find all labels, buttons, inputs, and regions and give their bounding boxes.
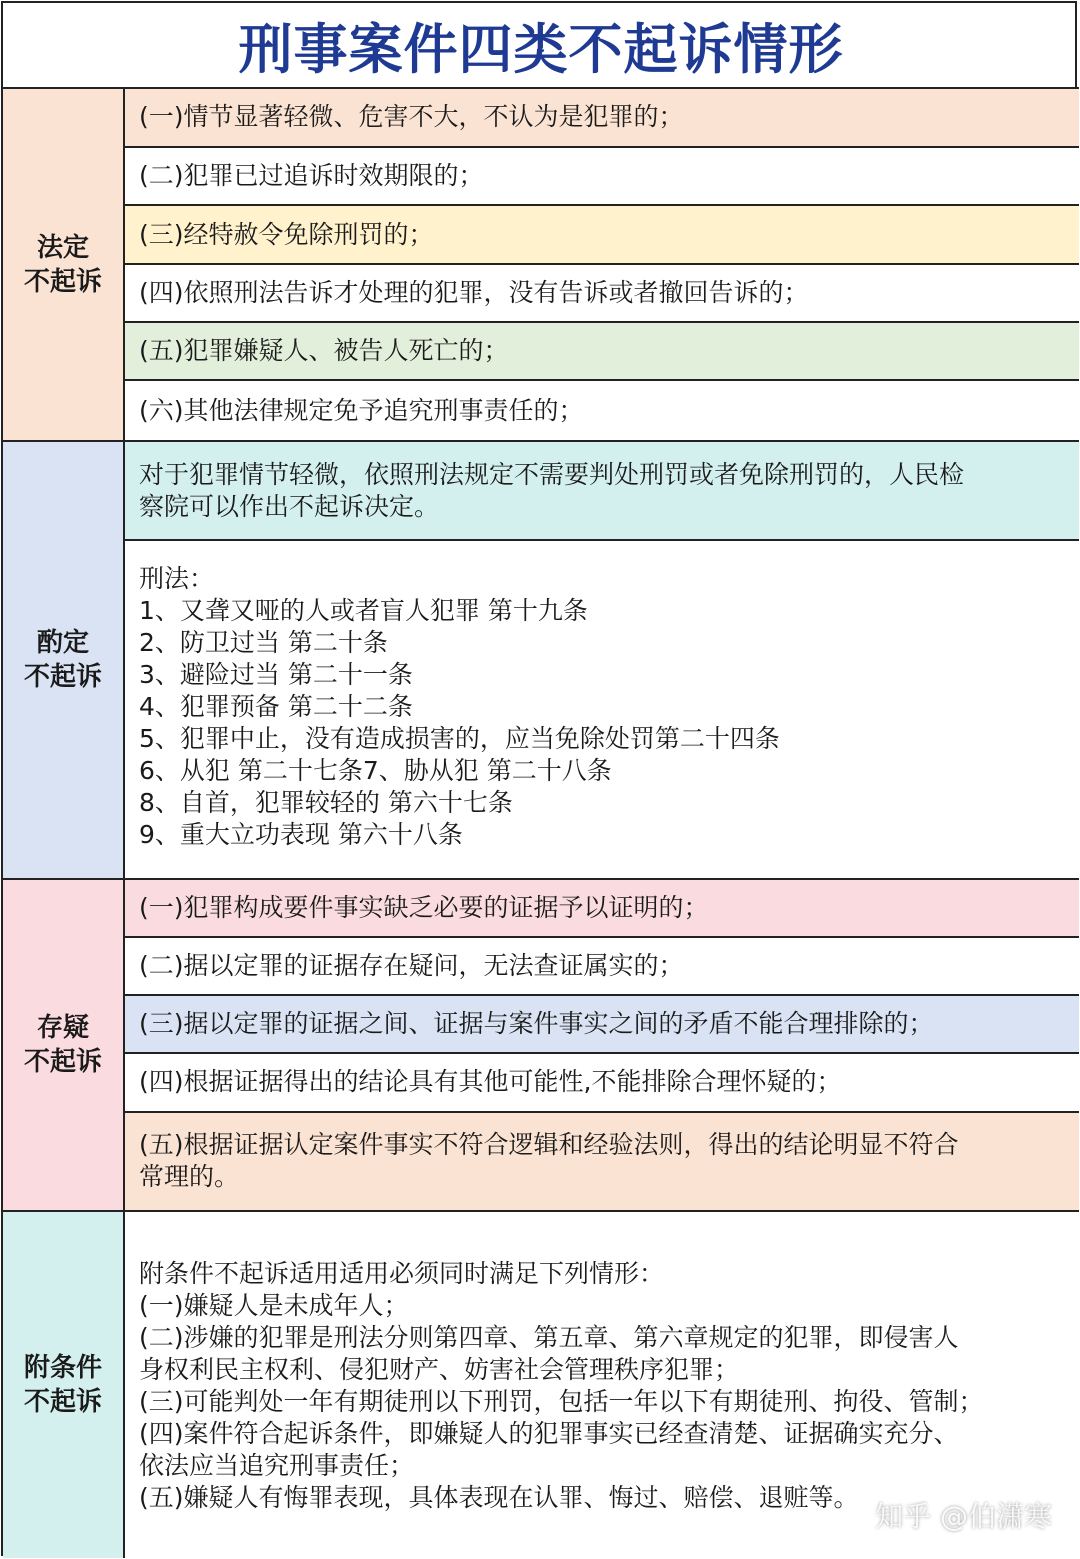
text-line: (三)据以定罪的证据之间、证据与案件事实之间的矛盾不能合理排除的； <box>139 1009 934 1039</box>
text-line: (二)涉嫌的犯罪是刑法分则第四章、第五章、第六章规定的犯罪，即侵害人 <box>139 1323 959 1352</box>
section-rows <box>125 89 1079 440</box>
list-item <box>125 996 1079 1054</box>
text-line: 4、犯罪预备 第二十二条 <box>139 691 413 721</box>
text-line: (五)犯罪嫌疑人、被告人死亡的； <box>139 336 509 366</box>
section-label <box>3 1212 125 1558</box>
text-line: (四)根据证据得出的结论具有其他可能性,不能排除合理怀疑的； <box>139 1067 842 1097</box>
label-line: 存疑 <box>36 1013 89 1043</box>
section-doubtful <box>3 880 1079 1212</box>
text-line: (三)经特赦令免除刑罚的； <box>139 219 434 249</box>
text-line: (五)嫌疑人有悔罪表现，具体表现在认罪、悔过、赔偿、退赃等。 <box>139 1483 859 1512</box>
text-line: 1、又聋又哑的人或者盲人犯罪 第十九条 <box>139 595 588 625</box>
list-item <box>125 148 1079 207</box>
text-line: 6、从犯 第二十七条7、胁从犯 第二十八条 <box>139 755 612 785</box>
list-item <box>125 938 1079 997</box>
list-item <box>125 381 1079 440</box>
text-line: (四)依照刑法告诉才处理的犯罪，没有告诉或者撤回告诉的； <box>139 277 809 307</box>
section-statutory <box>3 89 1079 442</box>
section-discretionary <box>3 442 1079 880</box>
text-line: 刑法： <box>139 563 215 593</box>
label-line: 不起诉 <box>23 1387 102 1417</box>
text-line: (二)据以定罪的证据存在疑问，无法查证属实的； <box>139 950 684 980</box>
text-line: 2、防卫过当 第二十条 <box>139 627 388 657</box>
text-line: 身权利民主权利、侵犯财产、妨害社会管理秩序犯罪； <box>139 1355 740 1384</box>
label-line: 不起诉 <box>23 662 102 692</box>
text-line: 9、重大立功表现 第六十八条 <box>139 819 463 849</box>
text-line: 察院可以作出不起诉决定。 <box>139 492 440 521</box>
text-line: (六)其他法律规定免予追究刑事责任的； <box>139 395 584 425</box>
text-line: 附条件不起诉适用适用必须同时满足下列情形： <box>139 1259 665 1288</box>
text-line: 3、避险过当 第二十一条 <box>139 659 413 689</box>
label-line: 法定 <box>36 232 89 263</box>
text-line: 对于犯罪情节轻微，依照刑法规定不需要判处刑罚或者免除刑罚的，人民检 <box>139 460 965 489</box>
page-title: 刑事案件四类不起诉情形 <box>3 3 1079 89</box>
section-rows <box>125 880 1079 1210</box>
label-line: 附条件 <box>23 1353 102 1383</box>
text-line: 5、犯罪中止，没有造成损害的，应当免除处罚第二十四条 <box>139 723 780 753</box>
section-label <box>3 880 125 1210</box>
criminal-law-articles <box>125 541 1079 878</box>
list-item <box>125 1113 1079 1210</box>
list-item <box>125 323 1079 382</box>
document-frame <box>1 1 1077 1556</box>
text-line: (一)犯罪构成要件事实缺乏必要的证据予以证明的； <box>139 892 709 922</box>
section-label <box>3 442 125 878</box>
section-rows <box>125 442 1079 878</box>
list-item <box>125 89 1079 148</box>
list-item <box>125 880 1079 938</box>
text-line: 依法应当追究刑事责任； <box>139 1451 415 1480</box>
text-line: (一)情节显著轻微、危害不大，不认为是犯罪的； <box>139 102 684 132</box>
text-line: 常理的。 <box>139 1161 240 1191</box>
text-line: (四)案件符合起诉条件，即嫌疑人的犯罪事实已经查清楚、证据确实充分、 <box>139 1419 959 1448</box>
list-item <box>125 1054 1079 1113</box>
section-label <box>3 89 125 440</box>
text-line: (一)嫌疑人是未成年人； <box>139 1291 409 1320</box>
text-line: (二)犯罪已过追诉时效期限的； <box>139 161 484 190</box>
label-line: 不起诉 <box>23 1047 102 1077</box>
label-line: 酌定 <box>36 628 89 658</box>
watermark: 知乎 @伯潇寒 <box>875 1500 1052 1533</box>
text-line: (五)根据证据认定案件事实不符合逻辑和经验法则，得出的结论明显不符合 <box>139 1129 959 1159</box>
list-item <box>125 265 1079 323</box>
intro-paragraph <box>125 442 1079 541</box>
text-line: (三)可能判处一年有期徒刑以下刑罚，包括一年以下有期徒刑、拘役、管制； <box>139 1387 984 1416</box>
list-item <box>125 206 1079 265</box>
text-line: 8、自首，犯罪较轻的 第六十七条 <box>139 787 513 817</box>
label-line: 不起诉 <box>23 266 102 297</box>
